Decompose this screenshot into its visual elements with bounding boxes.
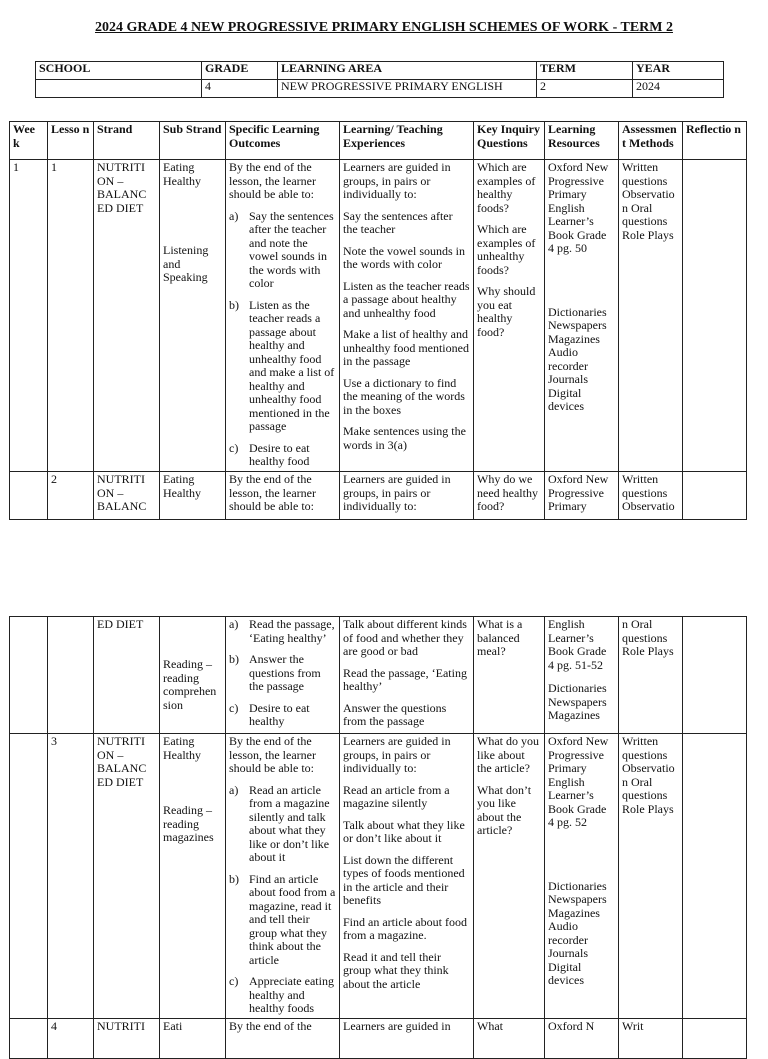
info-header-year: YEAR — [633, 62, 724, 80]
reflection-cell — [683, 617, 747, 734]
week-cell — [10, 472, 48, 520]
resources-cell — [545, 734, 619, 1019]
experience-line: List down the different types of foods mentioned in the article and their benefits — [343, 852, 465, 907]
outcome-item — [229, 702, 336, 729]
outcome-text: Find an article about food from a magazine, read it and tell their group what they think about the article — [249, 871, 336, 967]
outcome-text: Read an article from a magazine silently and talk about what they like or don’t like about it — [249, 782, 330, 864]
experience-line: Talk about what they like or don’t like about it — [343, 817, 465, 845]
column-header-sub-strand: Sub Strand — [160, 122, 226, 160]
outcome-text: Desire to eat healthy — [249, 700, 310, 728]
outcome-text: Say the sentences after the teacher and note the vowel sounds in the words with color — [249, 208, 334, 290]
experience-line: Find an article about food from a magazine. — [343, 914, 467, 942]
question-line: Why should you eat healthy food? — [477, 284, 536, 339]
column-header-week: Wee k — [10, 122, 48, 160]
questions-cell — [474, 734, 545, 1019]
week-cell: 1 — [10, 160, 48, 472]
info-value-grade: 4 — [202, 80, 278, 98]
school-info-table — [35, 61, 724, 98]
column-header-questions: Key Inquiry Questions — [474, 122, 545, 160]
column-header-assessment: Assessmen t Methods — [619, 122, 683, 160]
question-line: What do you like about the article? — [477, 734, 539, 775]
outcome-marker: c) — [229, 440, 239, 455]
column-header-strand: Strand — [94, 122, 160, 160]
experiences-cell — [340, 160, 474, 472]
reflection-cell — [683, 734, 747, 1019]
outcomes-cell: By the end of the — [226, 1019, 340, 1059]
sub-strand-skill: Reading – reading magazines — [163, 803, 214, 844]
sub-strand-cell — [160, 617, 226, 734]
outcomes-cell: By the end of the lesson, the learner should be able to: — [226, 472, 340, 520]
outcome-marker: a) — [229, 782, 239, 797]
experience-line: Talk about different kinds of food and whether they are good or bad — [343, 617, 467, 658]
lesson-cell: 4 — [48, 1019, 94, 1059]
lesson-cell: 2 — [48, 472, 94, 520]
outcomes-cell — [226, 734, 340, 1019]
outcome-item — [229, 299, 336, 434]
scheme-table-page-1 — [9, 121, 747, 520]
sub-strand-cell — [160, 734, 226, 1019]
outcome-marker: b) — [229, 652, 239, 666]
resources-book: English Learner’s Book Grade 4 pg. 51-52 — [548, 617, 607, 672]
experience-line: Learners are guided in groups, in pairs or individually to: — [343, 734, 451, 775]
sub-strand-cell: Eati — [160, 1019, 226, 1059]
table-row — [10, 472, 747, 520]
strand-cell: NUTRITI ON – BALANC ED DIET — [94, 160, 160, 472]
info-value-learning-area: NEW PROGRESSIVE PRIMARY ENGLISH — [278, 80, 537, 98]
question-line: Which are examples of healthy foods? — [477, 160, 536, 215]
resources-book: Oxford New Progressive Primary English Learner’s Book Grade 4 pg. 50 — [548, 160, 609, 255]
resources-other: Dictionaries Newspapers Magazines Audio recorder Journals Digital devices — [548, 878, 607, 987]
outcomes-intro: By the end of the lesson, the learner should be able to: — [229, 734, 316, 775]
experiences-cell — [340, 617, 474, 734]
outcomes-cell — [226, 160, 340, 472]
questions-cell: What is a balanced meal? — [474, 617, 545, 734]
outcome-item — [229, 618, 336, 645]
outcome-text: Listen as the teacher reads a passage about healthy and unhealthy food and make a list of healthy and unhealthy food mentioned in the passage — [249, 297, 335, 433]
resources-cell — [545, 160, 619, 472]
resources-book: Oxford New Progressive Primary English Learner’s Book Grade 4 pg. 52 — [548, 734, 609, 829]
column-header-outcomes: Specific Learning Outcomes — [226, 122, 340, 160]
reflection-cell — [683, 1019, 747, 1059]
questions-cell — [474, 160, 545, 472]
table-row — [10, 734, 747, 1019]
experience-line: Note the vowel sounds in the words with color — [343, 243, 465, 271]
question-line: What don’t you like about the article? — [477, 782, 532, 837]
outcome-marker: b) — [229, 297, 239, 312]
outcome-item — [229, 442, 336, 469]
info-value-school — [36, 80, 202, 98]
experiences-cell: Learners are guided in groups, in pairs or individually to: — [340, 472, 474, 520]
table-row — [10, 1019, 747, 1059]
reflection-cell — [683, 472, 747, 520]
experience-line: Read it and tell their group what they think about the article — [343, 949, 449, 991]
assessment-cell: Writ — [619, 1019, 683, 1059]
experience-line: Say the sentences after the teacher — [343, 208, 453, 236]
sub-strand-topic: Eating Healthy — [163, 160, 201, 188]
questions-cell: What — [474, 1019, 545, 1059]
page-title: 2024 GRADE 4 NEW PROGRESSIVE PRIMARY ENGLISH SCHEMES OF WORK - TERM 2 — [95, 20, 673, 35]
experience-line: Use a dictionary to find the meaning of the words in the boxes — [343, 375, 465, 417]
info-value-year: 2024 — [633, 80, 724, 98]
info-header-school: SCHOOL — [36, 62, 202, 80]
info-header-grade: GRADE — [202, 62, 278, 80]
question-line: Which are examples of unhealthy foods? — [477, 222, 536, 277]
sub-strand-skill: Reading – reading comprehen sion — [163, 657, 217, 712]
outcome-text: Desire to eat healthy food — [249, 440, 310, 468]
lesson-cell: 1 — [48, 160, 94, 472]
info-header-learning-area: LEARNING AREA — [278, 62, 537, 80]
outcome-marker: a) — [229, 617, 239, 631]
experience-line: Read an article from a magazine silently — [343, 782, 450, 810]
outcome-text: Read the passage, ‘Eating healthy’ — [249, 617, 335, 645]
sub-strand-cell — [160, 160, 226, 472]
info-header-term: TERM — [537, 62, 633, 80]
column-header-lesson: Lesso n — [48, 122, 94, 160]
outcome-marker: a) — [229, 208, 239, 223]
experiences-cell: Learners are guided in — [340, 1019, 474, 1059]
assessment-cell: n Oral questions Role Plays — [619, 617, 683, 734]
outcome-item — [229, 873, 336, 968]
outcome-item — [229, 653, 336, 694]
sub-strand-topic: Eating Healthy — [163, 734, 201, 762]
resources-cell: Oxford N — [545, 1019, 619, 1059]
resources-cell: Oxford New Progressive Primary — [545, 472, 619, 520]
outcome-marker: c) — [229, 700, 239, 715]
experiences-cell — [340, 734, 474, 1019]
outcome-text: Appreciate eating healthy and healthy foods — [249, 974, 334, 1015]
assessment-cell: Written questions Observatio n Oral questions Role Plays — [619, 160, 683, 472]
lesson-cell — [48, 617, 94, 734]
column-header-resources: Learning Resources — [545, 122, 619, 160]
outcomes-cell — [226, 617, 340, 734]
resources-other: Dictionaries Newspapers Magazines Audio recorder Journals Digital devices — [548, 304, 607, 413]
experience-line: Make a list of healthy and unhealthy food mentioned in the passage — [343, 327, 469, 368]
table-row — [10, 617, 747, 734]
outcome-item — [229, 975, 336, 1016]
experience-line: Answer the questions from the passage — [343, 700, 447, 728]
assessment-cell: Written questions Observatio — [619, 472, 683, 520]
sub-strand-cell: Eating Healthy — [160, 472, 226, 520]
experience-line: Make sentences using the words in 3(a) — [343, 424, 466, 452]
week-cell — [10, 617, 48, 734]
outcome-item — [229, 784, 336, 865]
experience-line: Read the passage, ‘Eating healthy’ — [343, 665, 467, 693]
info-value-term: 2 — [537, 80, 633, 98]
column-header-experiences: Learning/ Teaching Experiences — [340, 122, 474, 160]
resources-other: Dictionaries Newspapers Magazines — [548, 681, 607, 722]
outcome-item — [229, 210, 336, 291]
outcome-marker: b) — [229, 871, 239, 886]
reflection-cell — [683, 160, 747, 472]
strand-cell: NUTRITI ON – BALANC ED DIET — [94, 734, 160, 1019]
sub-strand-skill: Listening and Speaking — [163, 243, 209, 284]
strand-cell: NUTRITI ON – BALANC — [94, 472, 160, 520]
experience-line: Listen as the teacher reads a passage about healthy and unhealthy food — [343, 278, 470, 320]
scheme-table-page-2 — [9, 616, 747, 1059]
column-header-reflection: Reflectio n — [683, 122, 747, 160]
outcome-marker: c) — [229, 974, 239, 988]
outcome-text: Answer the questions from the passage — [249, 652, 321, 693]
assessment-cell: Written questions Observatio n Oral questions Role Plays — [619, 734, 683, 1019]
resources-cell — [545, 617, 619, 734]
questions-cell: Why do we need healthy food? — [474, 472, 545, 520]
lesson-cell: 3 — [48, 734, 94, 1019]
table-row — [10, 160, 747, 472]
experience-line: Learners are guided in groups, in pairs or individually to: — [343, 160, 451, 201]
week-cell — [10, 734, 48, 1019]
strand-cell: ED DIET — [94, 617, 160, 734]
outcomes-intro: By the end of the lesson, the learner should be able to: — [229, 160, 316, 201]
week-cell — [10, 1019, 48, 1059]
strand-cell: NUTRITI — [94, 1019, 160, 1059]
